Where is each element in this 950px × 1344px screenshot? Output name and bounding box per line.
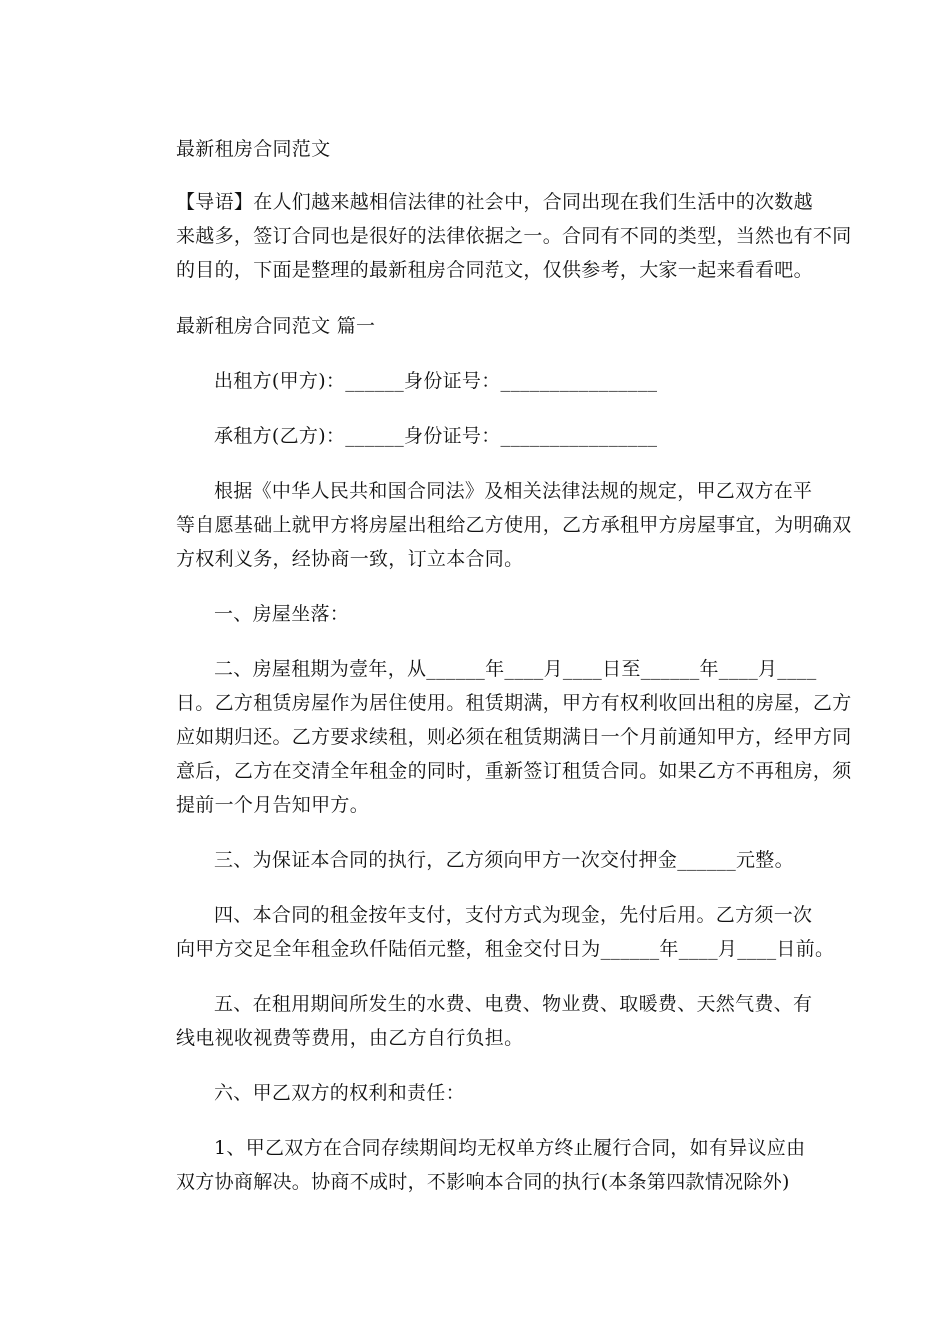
preamble-line-1: 根据《中华人民共和国合同法》及相关法律法规的规定，甲乙双方在平 (214, 480, 813, 502)
clause-4-line-1: 四、本合同的租金按年支付，支付方式为现金，先付后用。乙方须一次 (214, 904, 813, 926)
clause-2-line-4: 意后，乙方在交清全年租金的同时，重新签订租赁合同。如果乙方不再租房，须 (176, 760, 852, 782)
preamble-line-3: 方权利义务，经协商一致，订立本合同。 (176, 548, 524, 570)
clause-2-line-3: 应如期归还。乙方要求续租，则必须在租赁期满日一个月前通知甲方，经甲方同 (176, 726, 852, 748)
document-title: 最新租房合同范文 (176, 138, 331, 160)
clause-2-line-2: 日。乙方租赁房屋作为居住使用。租赁期满，甲方有权利收回出租的房屋，乙方 (176, 692, 852, 714)
clause-2-line-5: 提前一个月告知甲方。 (176, 794, 370, 816)
clause-4-line-2: 向甲方交足全年租金玖仟陆佰元整，租金交付日为______年____月____日前。 (176, 938, 835, 960)
intro-line-1: 【导语】在人们越来越相信法律的社会中，合同出现在我们生活中的次数越 (176, 191, 813, 213)
clause-2-line-1: 二、房屋租期为壹年，从______年____月____日至______年____月____ (214, 658, 817, 680)
clause-6-1-line-2: 双方协商解决。协商不成时，不影响本合同的执行(本条第四款情况除外) (176, 1171, 790, 1193)
clause-6-1-line-1: 1、甲乙双方在合同存续期间均无权单方终止履行合同，如有异议应由 (214, 1137, 806, 1159)
clause-1: 一、房屋坐落： (214, 603, 350, 625)
section-title: 最新租房合同范文 篇一 (176, 315, 376, 337)
intro-line-3: 的目的，下面是整理的最新租房合同范文，仅供参考，大家一起来看看吧。 (176, 259, 813, 281)
party-a-line: 出租方(甲方)：______身份证号：________________ (214, 370, 658, 392)
party-b-line: 承租方(乙方)：______身份证号：________________ (214, 425, 658, 447)
preamble-line-2: 等自愿基础上就甲方将房屋出租给乙方使用，乙方承租甲方房屋事宜，为明确双 (176, 514, 852, 536)
clause-5-line-1: 五、在租用期间所发生的水费、电费、物业费、取暖费、天然气费、有 (214, 993, 813, 1015)
intro-line-2: 来越多，签订合同也是很好的法律依据之一。合同有不同的类型，当然也有不同 (176, 225, 852, 247)
clause-6: 六、甲乙双方的权利和责任： (214, 1082, 465, 1104)
clause-3: 三、为保证本合同的执行，乙方须向甲方一次交付押金______元整。 (214, 849, 794, 871)
clause-5-line-2: 线电视收视费等费用，由乙方自行负担。 (176, 1027, 524, 1049)
